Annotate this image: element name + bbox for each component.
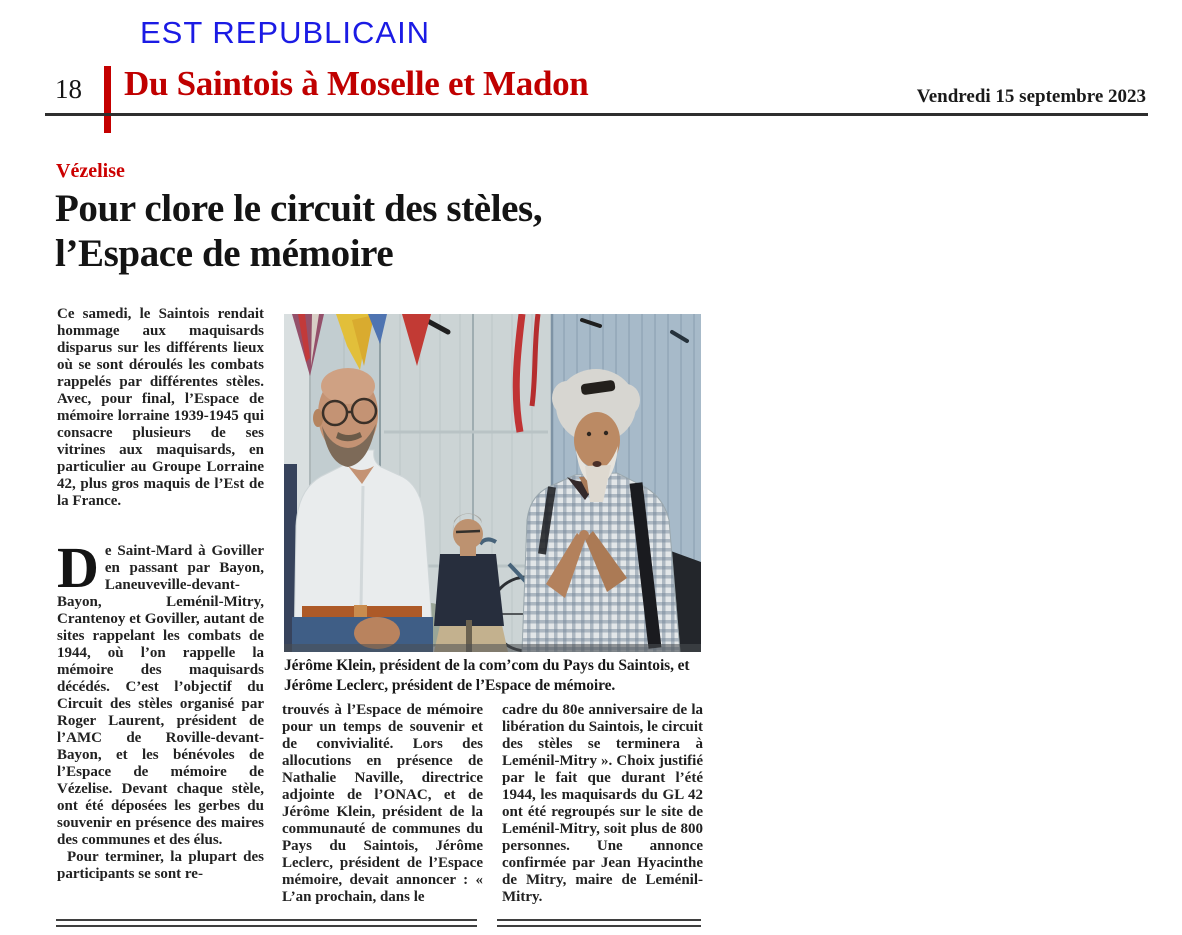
column-1-paragraph-2: Pour terminer, la plupart des participants se sont re- [57, 849, 264, 882]
dropcap-paragraph [57, 535, 264, 849]
headline-line-1: Pour clore le circuit des stèles, [55, 187, 543, 230]
bottom-rule-left [56, 919, 477, 927]
page-number: 18 [55, 74, 82, 104]
article-kicker: Vézelise [56, 160, 125, 182]
section-title: Du Saintois à Moselle et Madon [124, 64, 589, 103]
drop-cap: D [57, 535, 99, 600]
column-2-text: trouvés à l’Espace de mémoire pour un temps de souvenir et de convivialité. Lors des allocutions en présence de Nathalie Naville, directrice adjointe de l’ONAC, et de Jérôme Klein, président de la communauté de communes du Pays du Saintois, Jérôme Leclerc, président de l’Espace mémoire, devait annoncer : « L’an prochain, dans le [282, 702, 483, 905]
photo-caption: Jérôme Klein, président de la com’com du Pays du Saintois, et Jérôme Leclerc, président de l’Espace de mémoire. [284, 657, 690, 694]
dropcap-paragraph-text: e Saint-Mard à Goviller en passant par Bayon, Laneuveville-devant-Bayon, Leménil-Mitry, Crantenoy et Goviller, autant de sites rappelant les combats de 1944, où l’on rappelle la mémoire des maquisards décédés. C’est l’objectif du Circuit des stèles organisé par Roger Laurent, président de l’AMC de Roville-devant-Bayon, et les bénévoles de l’Espace de mémoire de Vézelise. Devant chaque stèle, ont été déposées les gerbes du souvenir en présence des maires des communes et des élus. [57, 543, 264, 848]
headline-line-2: l’Espace de mémoire [55, 232, 394, 275]
article-headline [55, 186, 735, 276]
edition-date: Vendredi 15 septembre 2023 [916, 86, 1146, 107]
lead-paragraph: Ce samedi, le Saintois rendait hommage aux maquisards disparus sur les différents lieux où se sont déroulés les combats rappelés par différentes stèles. Avec, pour final, l’Espace de mémoire lorraine 1939-1945 qui consacre plusieurs de ses vitrines aux maquisards, en particulier au Groupe Lorraine 42, plus gros maquis de l’Est de la France. [57, 306, 264, 509]
column-1-body [57, 535, 264, 883]
bottom-rule-right [497, 919, 701, 927]
article-photo [284, 314, 701, 652]
masthead-overline: EST REPUBLICAIN [140, 15, 431, 50]
header-rule [45, 113, 1148, 116]
section-accent-bar [104, 66, 111, 133]
column-3-text: cadre du 80e anniversaire de la libération du Saintois, le circuit des stèles se terminera à Leménil-Mitry ». Choix justifié par le fait que durant l’été 1944, les maquisards du GL 42 ont été regroupés sur le site de Leménil-Mitry, soit plus de 800 personnes. Une annonce confirmée par Jean Hyacinthe de Mitry, maire de Leménil-Mitry. [502, 702, 703, 905]
